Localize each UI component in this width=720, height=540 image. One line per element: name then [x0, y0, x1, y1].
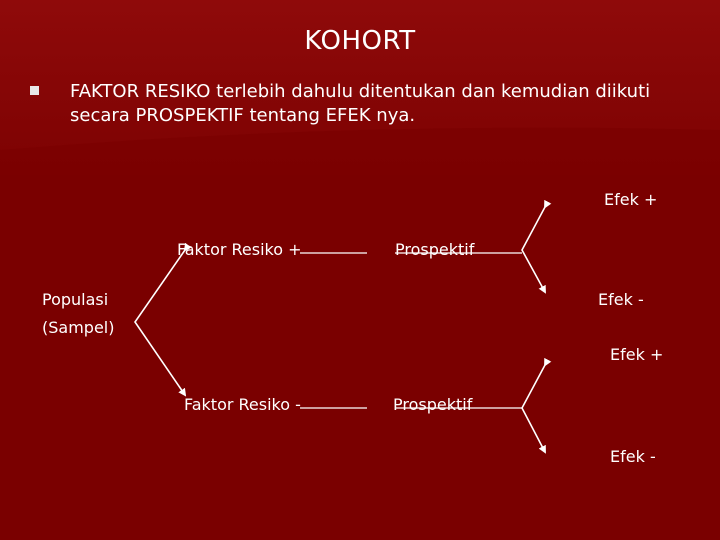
effect-top-negative-label: Efek -	[598, 290, 644, 309]
population-fork-arrow	[135, 250, 185, 395]
prospektif-top-label: Prospektif	[395, 240, 475, 259]
effect-bottom-negative-label: Efek -	[610, 447, 656, 466]
effect-top-positive-label: Efek +	[604, 190, 658, 209]
factor-positive-label: Faktor Resiko +	[177, 240, 302, 259]
sample-label: (Sampel)	[42, 318, 115, 337]
effect-fork-arrow-top	[522, 207, 545, 292]
slide-title: KOHORT	[304, 26, 416, 56]
prospektif-bottom-label: Prospektif	[393, 395, 473, 414]
effect-fork-arrow-bottom	[522, 365, 545, 452]
factor-negative-label: Faktor Resiko -	[184, 395, 301, 414]
bullet-text: FAKTOR RESIKO terlebih dahulu ditentukan dan kemudian diikuti secara PROSPEKTIF tentang EFEK nya.	[70, 81, 651, 126]
population-label: Populasi	[42, 290, 109, 309]
effect-bottom-positive-label: Efek +	[610, 345, 664, 364]
